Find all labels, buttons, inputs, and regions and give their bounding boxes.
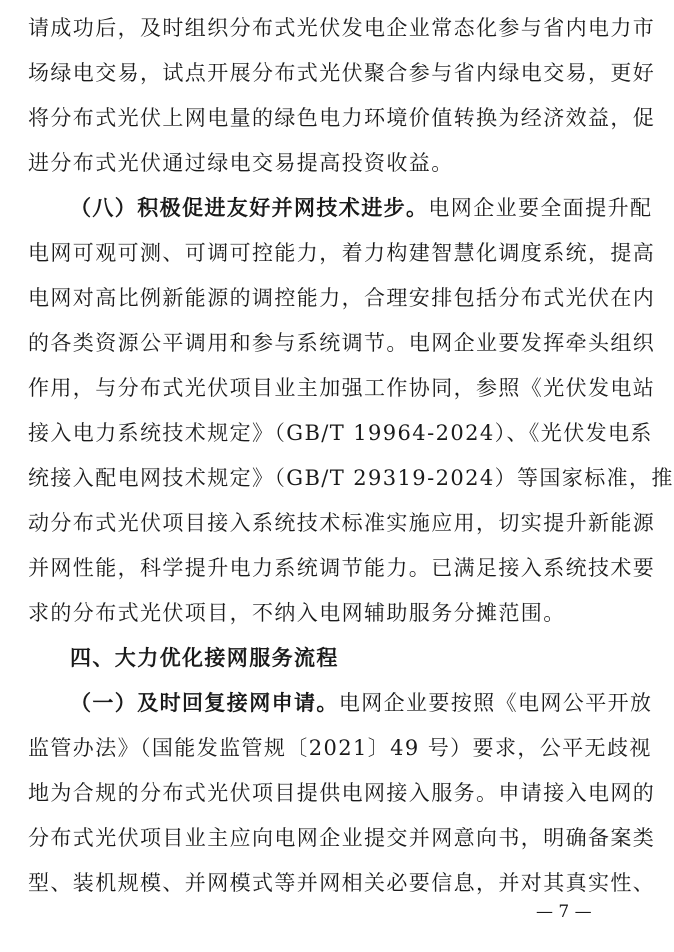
paragraph-line: 地为合规的分布式光伏项目提供电网接入服务。申请接入电网的 bbox=[28, 781, 656, 805]
section-8-first-line: （八）积极促进友好并网技术进步。电网企业要全面提升配 bbox=[70, 196, 653, 220]
paragraph-line: 电网对高比例新能源的调控能力，合理安排包括分布式光伏在内 bbox=[28, 286, 656, 310]
paragraph-line: 型、装机规模、并网模式等并网相关必要信息，并对其真实性、 bbox=[28, 871, 656, 895]
paragraph-line: 场绿电交易，试点开展分布式光伏聚合参与省内绿电交易，更好 bbox=[28, 61, 656, 85]
paragraph-line: 统接入配电网技术规定》（GB/T 29319-2024）等国家标准，推 bbox=[28, 466, 674, 490]
paragraph-line: 请成功后，及时组织分布式光伏发电企业常态化参与省内电力市 bbox=[28, 16, 656, 40]
section-8-title: （八）积极促进友好并网技术进步。 bbox=[70, 196, 429, 220]
page-number: — 7 — bbox=[536, 902, 592, 922]
section-1-first-line: （一）及时回复接网申请。电网企业要按照《电网公平开放 bbox=[70, 691, 653, 715]
paragraph-line: 作用，与分布式光伏项目业主加强工作协同，参照《光伏发电站 bbox=[28, 376, 656, 400]
paragraph-line: 进分布式光伏通过绿电交易提高投资收益。 bbox=[28, 151, 454, 175]
paragraph-line: 接入电力系统技术规定》（GB/T 19964-2024）、《光伏发电系 bbox=[28, 421, 653, 445]
paragraph-line: 动分布式光伏项目接入系统技术标准实施应用，切实提升新能源 bbox=[28, 511, 656, 535]
paragraph-line: 监管办法》（国能发监管规〔2021〕49 号）要求，公平无歧视 bbox=[28, 736, 652, 760]
section-heading: 四、大力优化接网服务流程 bbox=[70, 646, 339, 670]
paragraph-line: 分布式光伏项目业主应向电网企业提交并网意向书，明确备案类 bbox=[28, 826, 656, 850]
paragraph-line: 并网性能，科学提升电力系统调节能力。已满足接入系统技术要 bbox=[28, 556, 656, 580]
paragraph-line: 的各类资源公平调用和参与系统调节。电网企业要发挥牵头组织 bbox=[28, 331, 656, 355]
paragraph-line: 电网可观可测、可调可控能力，着力构建智慧化调度系统，提高 bbox=[28, 241, 656, 265]
paragraph-line: 求的分布式光伏项目，不纳入电网辅助服务分摊范围。 bbox=[28, 601, 566, 625]
section-1-title: （一）及时回复接网申请。 bbox=[70, 691, 339, 715]
paragraph-line: 将分布式光伏上网电量的绿色电力环境价值转换为经济效益，促 bbox=[28, 106, 656, 130]
